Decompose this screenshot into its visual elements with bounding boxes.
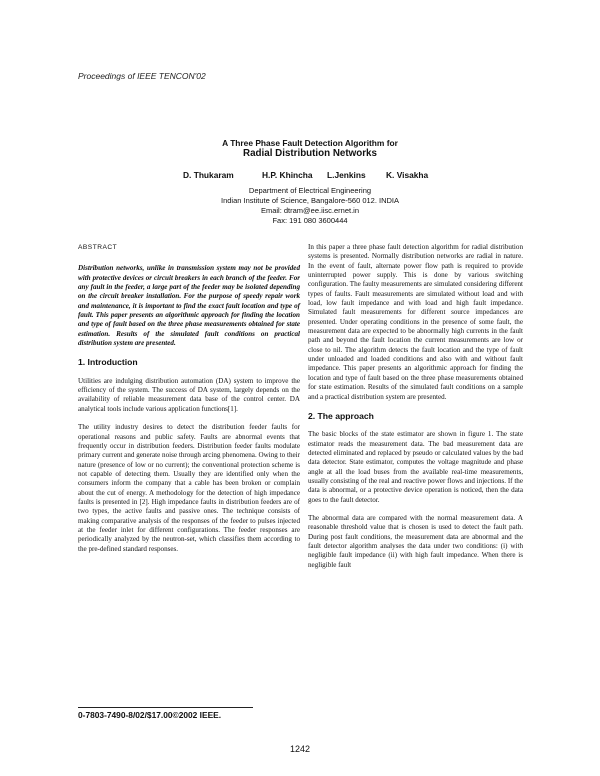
paragraph: Utilities are indulging distribution automation (DA) system to improve the efficiency of the system. The success of DA system, largely depends on the availability of reliable measurement data base of the control center. DA analytical tools include various application functions[1].: [78, 376, 300, 413]
author-name: K. Visakha: [386, 170, 429, 180]
author-name: D. Thukaram: [183, 170, 234, 180]
paper-title-line1: A Three Phase Fault Detection Algorithm for: [222, 138, 398, 148]
paragraph: The utility industry desires to detect the distribution feeder faults for operational reasons and public safety. Faults are abnormal events that frequently occur in distribution feeders. Distribution feeder faults modulate primary current and generate noise through arcing phenomena. Owing to their nature (presence of low or no current); the conventional protection scheme is not capable of detecting them. Usually they are identified only when the consumers inform the company that a cable has been broken or complain about the cut of energy. A methodology for the detection of high impedance faults is presented in [2]. High impedance faults in distribution feeders are of two types, the active faults and passive ones. The technique consists of making comparative analysis of the responses of the feeder to pulses injected at the feeder inlet for different configurations. The feeder responses are periodically analyzed by the neutron-set, which classifies them according to the pre-defined standard responses.: [78, 423, 300, 553]
author-name: H.P. Khincha: [262, 170, 313, 180]
affiliation-institute: Indian Institute of Science, Bangalore-560 012. INDIA: [220, 196, 400, 205]
section-heading: 1. Introduction: [78, 357, 138, 368]
page-number: 1242: [289, 744, 311, 754]
copyright-code: 0-7803-7490-8/02/$17.00©2002 IEEE.: [78, 710, 222, 720]
abstract-heading: ABSTRACT: [78, 244, 118, 251]
abstract-text: Distribution networks, unlike in transmission system may not be provided with protective devices or circuit breakers in each branch of the feeder. For any fault in the feeder, a large part of the feeder may be isolated depending on the circuit breaker installation. For the purpose of speedy repair work and maintenance, it is important to find the exact fault location and type of fault. This paper presents an algorithmic approach for finding the location and type of fault based on the three phase measurements obtained for state estimation. Results of the simulated fault conditions on practical distribution system are presented.: [78, 264, 300, 348]
section-heading: 2. The approach: [308, 410, 374, 421]
author-name: L.Jenkins: [327, 170, 366, 180]
paragraph: The basic blocks of the state estimator are shown in figure 1. The state estimator reads the measurement data. The bad measurement data are detected eliminated and replaced by pseudo or calculated values by the bad data detector. State estimator, computes the voltage magnitude and phase angle at all the load buses from the available real-time measurements, usually consisting of the real and reactive power flows and injections. If the data is abnormal, or a protective device operation is noticed, then the data goes to the fault detector.: [308, 430, 523, 504]
paper-title-line2: Radial Distribution Networks: [243, 148, 377, 159]
affiliation-fax: Fax: 191 080 3600444: [272, 216, 348, 225]
right-column: [308, 243, 523, 570]
proceedings-header: Proceedings of IEEE TENCON'02: [78, 71, 206, 81]
left-column: [78, 243, 300, 554]
footer-rule: [78, 707, 253, 708]
affiliation-email: Email: dtram@ee.iisc.ernet.in: [260, 206, 360, 215]
paragraph: In this paper a three phase fault detection algorithm for radial distribution systems is presented. Normally distribution networks are radial in nature. In the event of fault, alternate power flow path is required to provide uninterrupted power supply. This is done by various switching configuration. The faulty measurements are simulated considering different types of faults. Fault measurements are simulated without load and with load, low fault impedance and with load and high fault impedance. Simulated fault measurements for different source impedances are presented. Under operating conditions in the presence of some fault, the measurement data are expected to be abnormally high currents in the fault path and beyond the fault location the current measurements are low or close to nil. The algorithm detects the fault location and the type of fault under unloaded and loaded conditions and also with and without fault impedance. This paper presents an algorithmic approach for finding the location and type of fault based on the three phase measurements obtained for state estimation. Results of the simulated fault conditions on a sample and a practical distribution system are presented.: [308, 243, 523, 401]
paragraph: The abnormal data are compared with the normal measurement data. A reasonable threshold value that is chosen is used to detect the fault path. During post fault conditions, the measurement data are abnormal and the fault detector algorithm analyses the data under two conditions: (i) with negligible fault impedance (ii) with high fault impedance. When there is negligible fault: [308, 513, 523, 569]
affiliation-dept: Department of Electrical Engineering: [248, 186, 372, 195]
